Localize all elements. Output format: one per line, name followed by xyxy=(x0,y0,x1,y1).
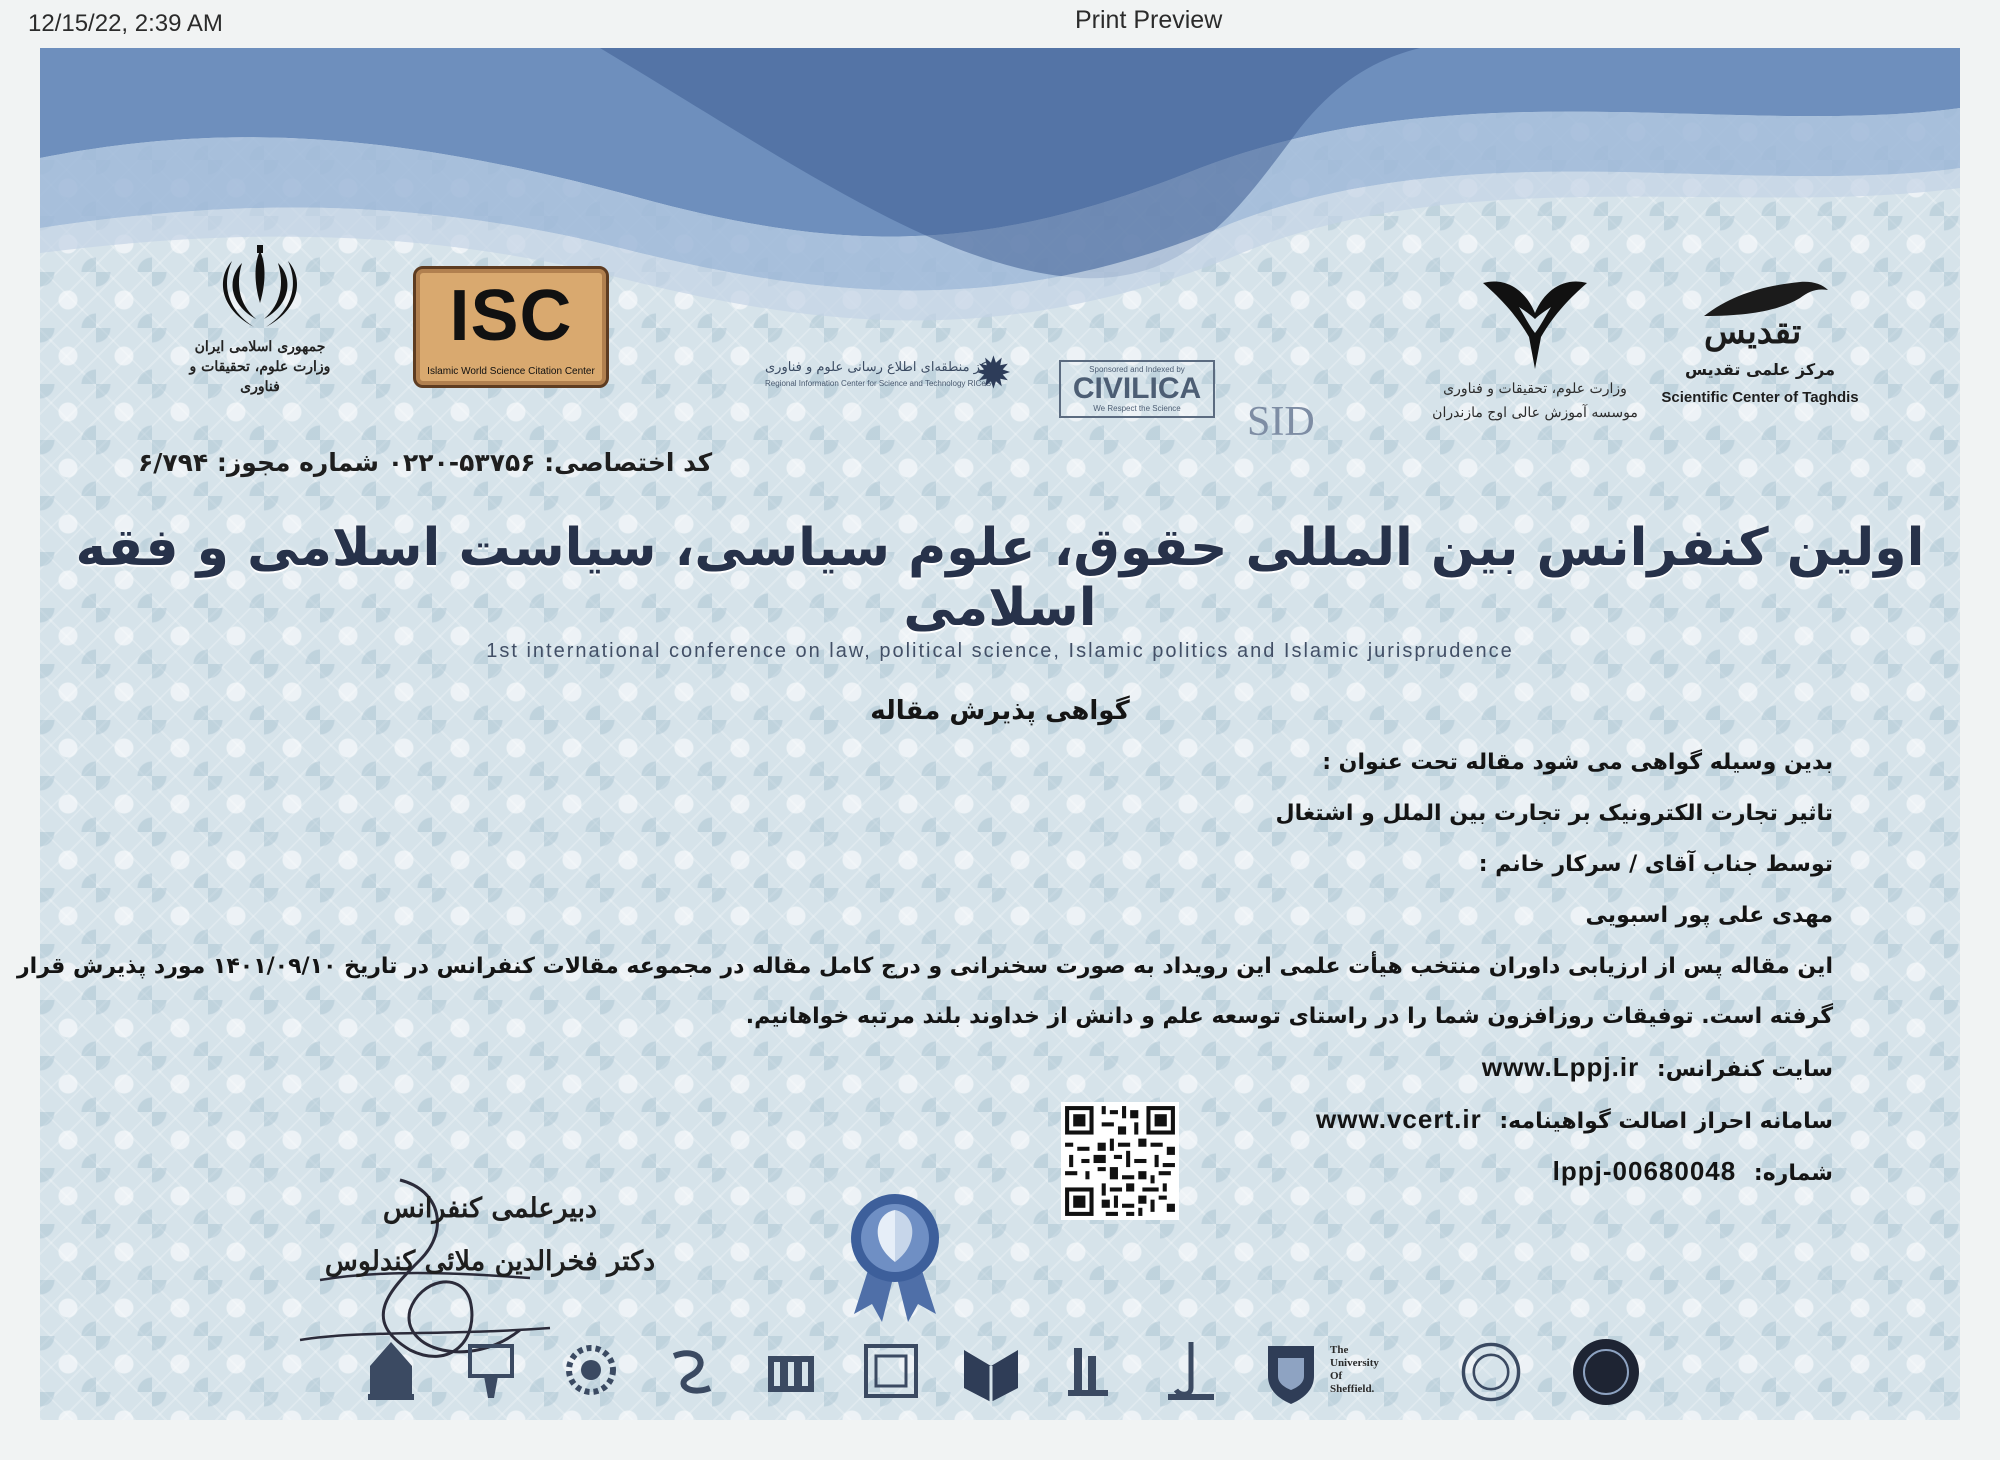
partner-building-icon xyxy=(760,1336,822,1408)
partner-square-icon xyxy=(860,1336,922,1408)
certificate-number-label: شماره: xyxy=(1753,1161,1833,1186)
partner-script-icon xyxy=(660,1336,722,1408)
university-line-1: وزارت علوم، تحقیقات و فناوری xyxy=(1443,381,1627,397)
certificate-sheet xyxy=(17,48,1960,1420)
iran-emblem xyxy=(170,243,350,397)
sheffield-line-1: The xyxy=(1330,1344,1349,1356)
partner-column-icon xyxy=(1060,1336,1122,1408)
ricest-star-icon: ✹ xyxy=(975,348,1012,399)
emblem-icon xyxy=(210,243,310,333)
taghdis-en-title: Scientific Center of Taghdis xyxy=(1661,389,1859,406)
certificate-body xyxy=(17,746,1833,1206)
sheffield-line-4: Sheffield. xyxy=(1330,1383,1375,1395)
qr-code[interactable] xyxy=(1061,1102,1179,1220)
partner-gear-icon xyxy=(560,1336,622,1408)
taghdis-fa-title: مرکز علمی تقدیس xyxy=(1684,360,1836,379)
conference-title-fa: اولین کنفرانس بین المللی حقوق، علوم سیاسی، سیاست اسلامی و فقه اسلامی xyxy=(75,518,1925,638)
certificate-number-value: lppj-00680048 xyxy=(1552,1156,1737,1186)
ricest-logo xyxy=(765,348,1035,399)
conference-site-label: سایت کنفرانس: xyxy=(1656,1057,1833,1082)
civilica-name: CIVILICA xyxy=(1072,372,1202,405)
civilica-top-text: Sponsored and Indexed by xyxy=(1089,365,1185,374)
partner-logos-row xyxy=(360,1336,1650,1416)
isc-logo xyxy=(413,266,609,388)
civilica-logo xyxy=(1059,360,1215,418)
signer-name: دکتر فخرالدین ملائی کندلوس xyxy=(324,1246,656,1277)
verification-row xyxy=(233,1102,1833,1154)
taghdis-script: تقدیس xyxy=(1704,312,1802,352)
conference-site-row xyxy=(233,1050,1833,1102)
isc-logo-subtitle: Islamic World Science Citation Center xyxy=(427,366,595,377)
university-line-2: موسسه آموزش عالی اوج مازندران xyxy=(1432,405,1638,421)
ricest-fa-text: مرکز منطقه‌ای اطلاع رسانی علوم و فناوری xyxy=(765,360,1002,375)
partner-dome-icon xyxy=(360,1336,422,1408)
verification-label: سامانه احراز اصالت گواهینامه: xyxy=(1499,1109,1833,1134)
print-preview-title: Print Preview xyxy=(1075,6,1223,34)
partner-dark-seal-icon xyxy=(1570,1336,1642,1408)
partner-book-icon xyxy=(960,1336,1022,1408)
sid-logo: SID xyxy=(1247,399,1315,445)
paper-title: تاثیر تجارت الکترونیک بر تجارت بین الملل و اشتغال xyxy=(1275,801,1833,826)
body-line-by: توسط جناب آقای / سرکار خانم : xyxy=(1478,852,1833,877)
university-mark-icon xyxy=(1475,273,1595,373)
partner-anchor-icon xyxy=(1160,1336,1222,1408)
body-line-intro: بدین وسیله گواهی می شود مقاله تحت عنوان : xyxy=(1322,750,1833,775)
sheffield-line-3: Of xyxy=(1330,1370,1343,1382)
author-name: مهدی علی پور اسبویی xyxy=(1585,903,1833,928)
certificate-title: گواهی پذیرش مقاله xyxy=(870,696,1130,726)
verification-link[interactable]: www.vcert.ir xyxy=(1316,1104,1482,1134)
partner-shield-icon xyxy=(1260,1336,1322,1408)
sheffield-line-2: University xyxy=(1330,1357,1379,1369)
partner-lamp-icon xyxy=(460,1336,522,1408)
partner-round-seal-icon xyxy=(1460,1336,1522,1408)
taghdis-logo xyxy=(1630,276,1890,406)
university-logo xyxy=(1425,273,1645,425)
isc-logo-text: ISC xyxy=(449,276,573,356)
award-ribbon-icon xyxy=(840,1186,950,1326)
conference-title-en: 1st international conference on law, political science, Islamic politics and Islamic jurisprudence xyxy=(486,640,1514,662)
ricest-en-text: Regional Information Center for Science and Technology RICeST xyxy=(765,379,997,388)
emblem-line-1: جمهوری اسلامی ایران xyxy=(194,339,326,355)
signer-role: دبیرعلمی کنفرانس xyxy=(382,1193,598,1224)
body-line-acceptance: این مقاله پس از ارزیابی داوران منتخب هیأت علمی این رویداد به صورت سخنرانی و درج کامل مقاله در مجموعه مقالات کنفرانس در تاریخ ۱۴۰۱/۰۹/۱۰ مورد پذیرش قرار xyxy=(17,954,1833,979)
signature-block xyxy=(310,1193,670,1277)
emblem-line-2: وزارت علوم، تحقیقات و فناوری xyxy=(189,359,331,395)
print-datetime: 12/15/22, 2:39 AM xyxy=(28,10,223,37)
civilica-bottom-text: We Respect the Science xyxy=(1093,404,1181,413)
sheffield-logo-text xyxy=(1330,1344,1379,1396)
body-line-wishes: گرفته است. توفیقات روزافزون شما را در راستای توسعه علم و دانش از خداوند بلند مرتبه خواهانیم. xyxy=(745,1004,1833,1029)
conference-site-link[interactable]: www.Lppj.ir xyxy=(1481,1052,1640,1082)
certificate-codes: کد اختصاصی: ۵۳۷۵۶-۰۲۲۰ شماره مجوز: ۶/۷۹۴ xyxy=(138,448,713,477)
